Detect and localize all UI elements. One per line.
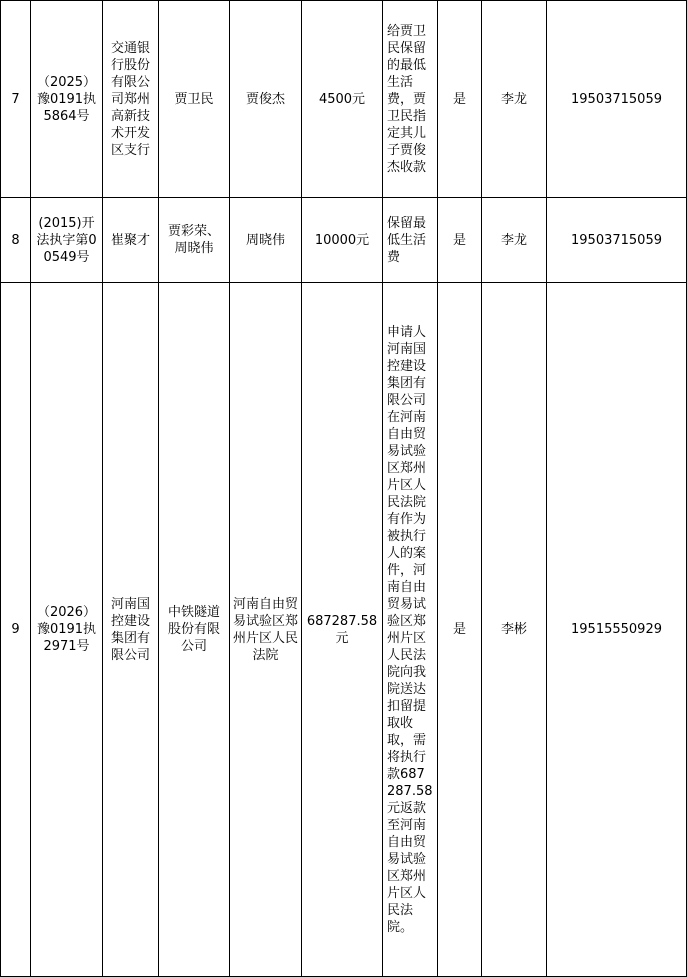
- respondent: 中铁隧道股份有限公司: [159, 283, 230, 977]
- respondent: 贾彩荣、周晓伟: [159, 198, 230, 283]
- phone: 19503715059: [547, 1, 687, 198]
- payee: 河南自由贸易试验区郑州片区人民法院: [230, 283, 302, 977]
- amount: 4500元: [302, 1, 383, 198]
- case-number: （2026）豫0191执2971号: [31, 283, 103, 977]
- judge: 李彬: [482, 283, 547, 977]
- table-row: [1, 283, 687, 977]
- table-row: [1, 1, 687, 198]
- note: 保留最低生活费: [383, 198, 438, 283]
- phone: 19515550929: [547, 283, 687, 977]
- row-number: 7: [1, 1, 31, 198]
- table-row: [1, 198, 687, 283]
- amount: 10000元: [302, 198, 383, 283]
- case-number: (2015)开法执字第00549号: [31, 198, 103, 283]
- note: 给贾卫民保留的最低生活费，贾卫民指定其儿子贾俊杰收款: [383, 1, 438, 198]
- applicant: 河南国控建设集团有限公司: [103, 283, 159, 977]
- payee: 贾俊杰: [230, 1, 302, 198]
- row-number: 9: [1, 283, 31, 977]
- flag: 是: [438, 1, 482, 198]
- applicant: 交通银行股份有限公司郑州高新技术开发区支行: [103, 1, 159, 198]
- flag: 是: [438, 283, 482, 977]
- case-number: （2025）豫0191执5864号: [31, 1, 103, 198]
- applicant: 崔聚才: [103, 198, 159, 283]
- phone: 19503715059: [547, 198, 687, 283]
- flag: 是: [438, 198, 482, 283]
- respondent: 贾卫民: [159, 1, 230, 198]
- note: 申请人河南国控建设集团有限公司在河南自由贸易试验区郑州片区人民法院有作为被执行人的案件，河南自由贸易试验区郑州片区人民法院向我院送达扣留提取收取，需将执行款687287.58元返款至河南自由贸易试验区郑州片区人民法院。: [383, 283, 438, 977]
- payee: 周晓伟: [230, 198, 302, 283]
- judge: 李龙: [482, 1, 547, 198]
- judge: 李龙: [482, 198, 547, 283]
- row-number: 8: [1, 198, 31, 283]
- amount: 687287.58元: [302, 283, 383, 977]
